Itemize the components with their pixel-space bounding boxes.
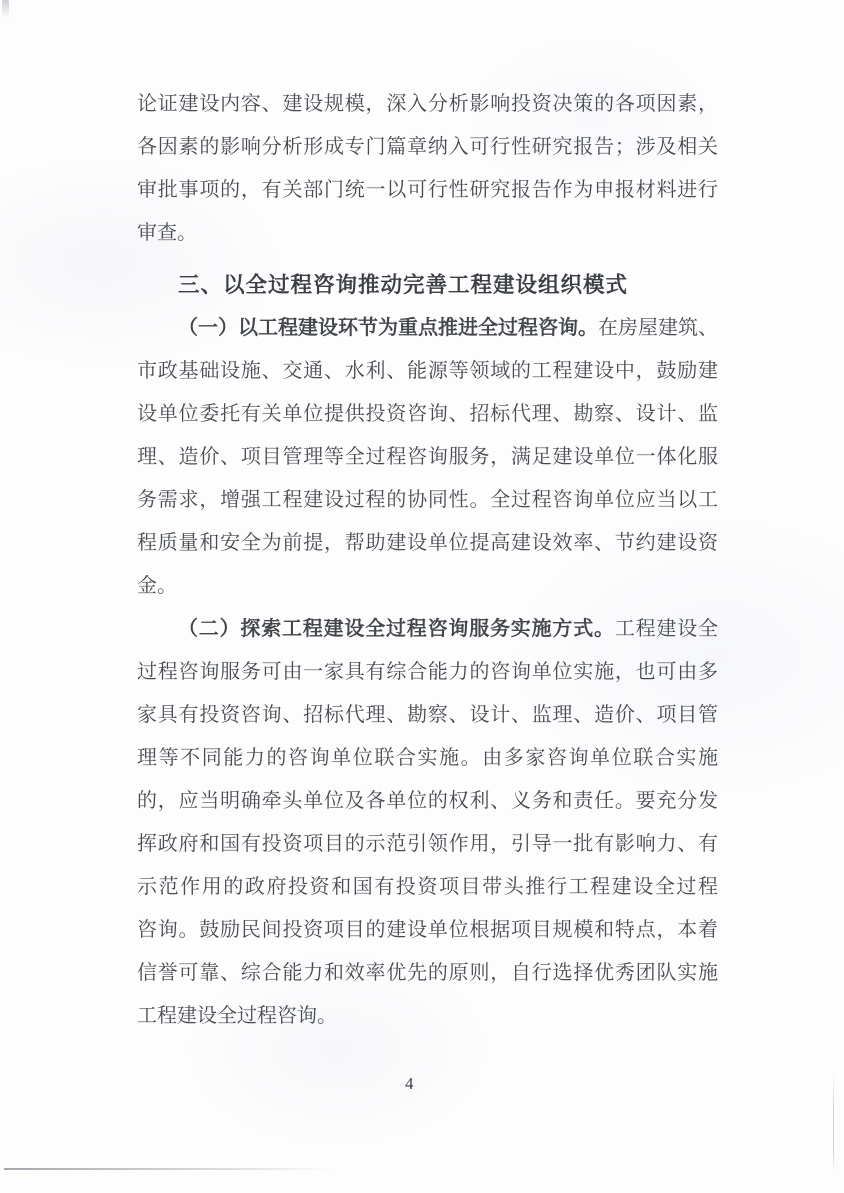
- text-line: [137, 479, 718, 522]
- text-line-body: 工程建设全: [614, 618, 718, 640]
- text-line-emphasis: （二）探索工程建设全过程咨询服务实施方式。: [178, 618, 615, 640]
- text-line: [137, 126, 718, 169]
- text-line: [137, 952, 718, 995]
- text-line: [137, 995, 718, 1038]
- text-line-body: 工程建设全过程咨询。: [137, 1005, 337, 1027]
- text-line: [137, 608, 718, 651]
- text-line-body: 设单位委托有关单位提供投资咨询、招标代理、勘察、设计、监: [137, 403, 718, 425]
- text-line-body: 务需求，增强工程建设过程的协同性。全过程咨询单位应当以工: [137, 489, 718, 511]
- text-line-body: 审查。: [137, 222, 197, 244]
- text-line-body: 的，应当明确牵头单位及各单位的权利、义务和责任。要充分发: [137, 790, 718, 812]
- text-line-body: 程质量和安全为前提，帮助建设单位提高建设效率、节约建设资: [137, 532, 718, 554]
- text-line-body: 理等不同能力的咨询单位联合实施。由多家咨询单位联合实施: [137, 747, 718, 769]
- text-line-body: 理、造价、项目管理等全过程咨询服务，满足建设单位一体化服: [137, 446, 718, 468]
- text-line: [137, 83, 718, 126]
- document-body: [137, 83, 718, 1038]
- text-line: [137, 436, 718, 479]
- text-line: [137, 565, 718, 608]
- text-line: [137, 212, 718, 255]
- text-line-body: 市政基础设施、交通、水利、能源等领域的工程建设中，鼓励建: [137, 360, 718, 382]
- text-line-body: 在房屋建筑、: [598, 317, 718, 339]
- text-line-body: 家具有投资咨询、招标代理、勘察、设计、监理、造价、项目管: [137, 704, 718, 726]
- text-line-body: 金。: [137, 575, 177, 597]
- text-line-emphasis: 三、以全过程咨询推动完善工程建设组织模式: [178, 273, 629, 297]
- text-line: [137, 866, 718, 909]
- text-line: [137, 823, 718, 866]
- text-line: [137, 350, 718, 393]
- text-line-body: 各因素的影响分析形成专门篇章纳入可行性研究报告；涉及相关: [137, 136, 718, 158]
- text-line-body: 信誉可靠、综合能力和效率优先的原则，自行选择优秀团队实施: [137, 962, 718, 984]
- text-line-body: 咨询。鼓励民间投资项目的建设单位根据项目规模和特点，本着: [137, 919, 718, 941]
- text-line: [137, 169, 718, 212]
- page-number: 4: [405, 1074, 414, 1093]
- scan-artifact-right-line: [833, 1072, 834, 1172]
- text-line-body: 审批事项的，有关部门统一以可行性研究报告作为申报材料进行: [137, 179, 718, 201]
- text-line: [137, 264, 718, 307]
- text-line: [137, 522, 718, 565]
- text-line: [137, 651, 718, 694]
- scan-artifact-bottom-line: [4, 1168, 334, 1170]
- text-line-body: 示范作用的政府投资和国有投资项目带头推行工程建设全过程: [137, 876, 718, 898]
- text-line: [137, 307, 718, 350]
- text-line: [137, 909, 718, 952]
- text-line: [137, 737, 718, 780]
- text-line: [137, 780, 718, 823]
- text-line-emphasis: （一）以工程建设环节为重点推进全过程咨询。: [178, 317, 598, 339]
- text-line-body: 挥政府和国有投资项目的示范引领作用，引导一批有影响力、有: [137, 833, 718, 855]
- text-line: [137, 694, 718, 737]
- text-line-body: 论证建设内容、建设规模，深入分析影响投资决策的各项因素，: [137, 93, 718, 115]
- text-line: [137, 393, 718, 436]
- text-line-body: 过程咨询服务可由一家具有综合能力的咨询单位实施，也可由多: [137, 661, 718, 683]
- scan-artifact-top-left-smudge: [2, 0, 9, 18]
